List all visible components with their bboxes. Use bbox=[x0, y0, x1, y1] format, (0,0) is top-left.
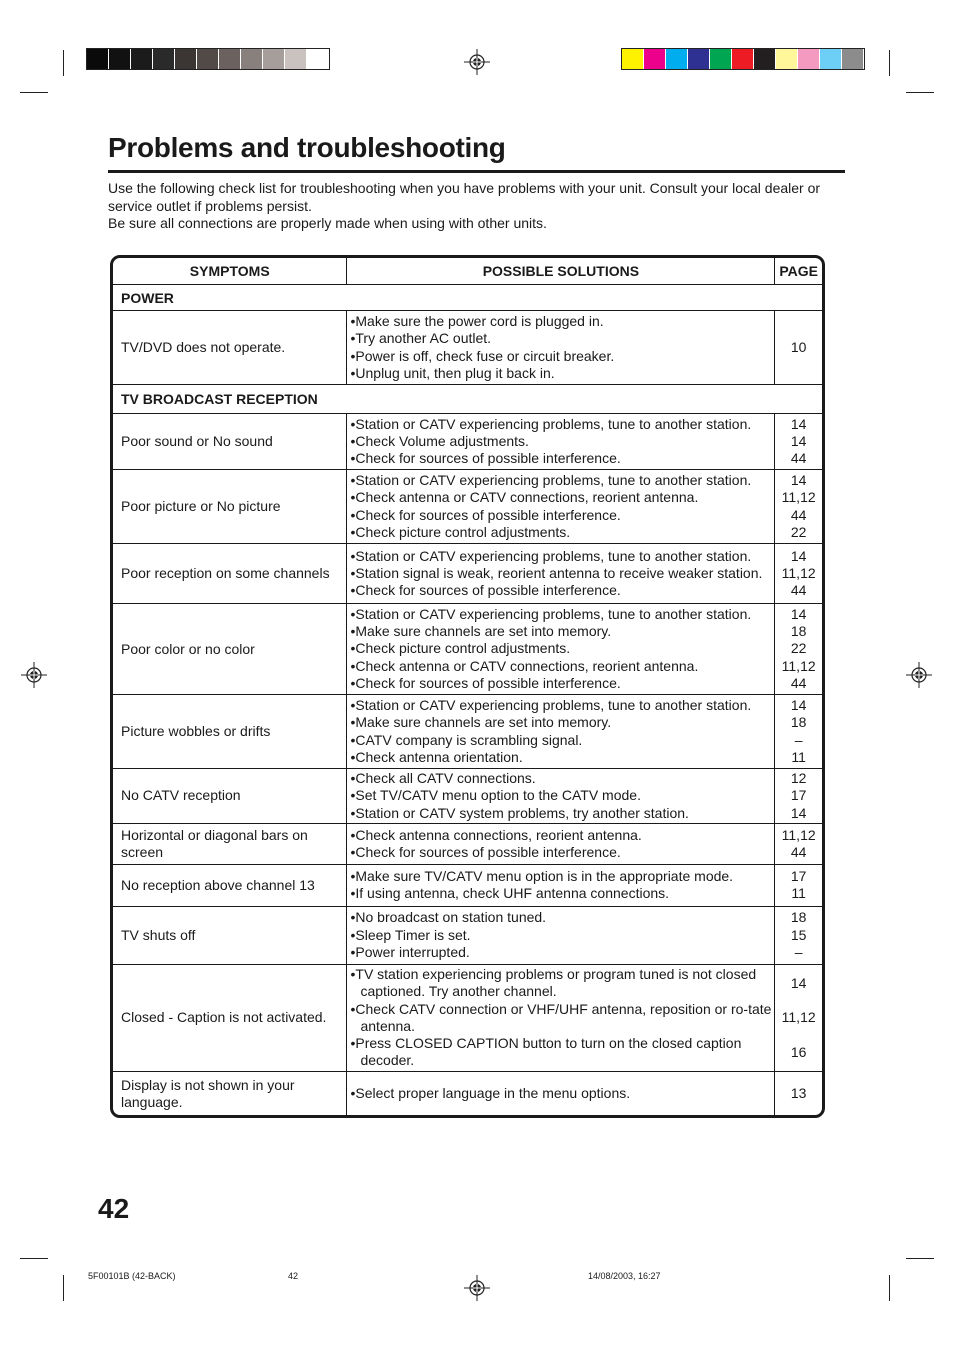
page-ref: – bbox=[794, 731, 803, 748]
crop-mark bbox=[889, 1275, 890, 1301]
section-title: POWER bbox=[113, 285, 822, 311]
solution-item: • Unplug unit, then plug it back in. bbox=[350, 365, 772, 382]
solution-item: • No broadcast on station tuned. bbox=[350, 909, 772, 926]
troubleshooting-table bbox=[110, 255, 825, 1118]
solution-item: • Check for sources of possible interference. bbox=[350, 507, 772, 524]
symptom-cell: Horizontal or diagonal bars on screen bbox=[113, 823, 347, 864]
page-ref bbox=[775, 992, 822, 1009]
solution-item: • Station or CATV experiencing problems, tune to another station. bbox=[350, 606, 772, 623]
solution-item: • Station or CATV experiencing problems, tune to another station. bbox=[350, 416, 772, 433]
solution-item: • TV station experiencing problems or program tuned is not closed captioned. Try another channel. bbox=[350, 966, 772, 1001]
page-ref: 18 bbox=[790, 909, 807, 926]
solutions-cell bbox=[347, 864, 775, 906]
color-swatch bbox=[622, 49, 644, 69]
solution-item: • Check antenna or CATV connections, reorient antenna. bbox=[350, 489, 772, 506]
solutions-cell bbox=[347, 695, 775, 769]
symptom-cell: Picture wobbles or drifts bbox=[113, 695, 347, 769]
page-ref: 11,12 bbox=[781, 564, 816, 581]
solution-item: • Check picture control adjustments. bbox=[350, 524, 772, 541]
solution-item: • Check for sources of possible interference. bbox=[350, 582, 772, 599]
solutions-cell bbox=[347, 544, 775, 604]
table-row bbox=[113, 823, 822, 864]
symptom-cell: Display is not shown in your language. bbox=[113, 1071, 347, 1115]
table-row bbox=[113, 906, 822, 964]
color-swatch bbox=[644, 49, 666, 69]
table-row bbox=[113, 544, 822, 604]
registration-crosshair-icon bbox=[464, 1275, 490, 1301]
page-ref: 11,12 bbox=[781, 1009, 816, 1026]
crop-mark bbox=[906, 92, 934, 93]
page-ref: 14 bbox=[790, 471, 807, 488]
page-ref: 14 bbox=[790, 415, 807, 432]
registration-crosshair-icon bbox=[21, 662, 47, 688]
page-ref: 18 bbox=[790, 623, 807, 640]
page-ref-cell bbox=[775, 544, 822, 604]
crop-mark bbox=[906, 1258, 934, 1259]
page-ref: 44 bbox=[790, 450, 807, 467]
page-ref: – bbox=[794, 944, 803, 961]
color-swatch bbox=[109, 49, 131, 69]
page-ref: 11 bbox=[791, 748, 806, 765]
page-ref-cell bbox=[775, 864, 822, 906]
section-row bbox=[113, 285, 822, 311]
solution-item: • Station or CATV system problems, try another station. bbox=[350, 805, 772, 822]
color-swatch bbox=[754, 49, 776, 69]
solution-item: • Station signal is weak, reorient antenna to receive weaker station. bbox=[350, 565, 772, 582]
color-swatch bbox=[688, 49, 710, 69]
solution-item: • If using antenna, check UHF antenna connections. bbox=[350, 885, 772, 902]
section-title: TV BROADCAST RECEPTION bbox=[113, 385, 822, 414]
color-swatch bbox=[776, 49, 798, 69]
solution-item: • Station or CATV experiencing problems, tune to another station. bbox=[350, 697, 772, 714]
crop-mark bbox=[889, 50, 890, 76]
page-ref: 14 bbox=[790, 974, 807, 991]
symptom-cell: Poor picture or No picture bbox=[113, 470, 347, 544]
symptom-cell: No reception above channel 13 bbox=[113, 864, 347, 906]
page-ref: 15 bbox=[790, 926, 807, 943]
solution-item: • Check for sources of possible interference. bbox=[350, 675, 772, 692]
page-ref: 14 bbox=[790, 547, 807, 564]
page-ref: 11 bbox=[791, 885, 806, 902]
color-swatch bbox=[263, 49, 285, 69]
color-swatch bbox=[175, 49, 197, 69]
solutions-cell bbox=[347, 823, 775, 864]
table-row bbox=[113, 769, 822, 824]
page-ref-cell bbox=[775, 906, 822, 964]
table-row bbox=[113, 311, 822, 385]
solution-item: • Check picture control adjustments. bbox=[350, 640, 772, 657]
table-row bbox=[113, 470, 822, 544]
solution-item: • Check CATV connection or VHF/UHF antenna, reposition or ro-tate antenna. bbox=[350, 1001, 772, 1036]
symptom-cell: Closed - Caption is not activated. bbox=[113, 964, 347, 1071]
footer-sheet: 42 bbox=[288, 1271, 299, 1281]
symptom-cell: TV/DVD does not operate. bbox=[113, 311, 347, 385]
solutions-cell bbox=[347, 414, 775, 470]
page-ref: 44 bbox=[790, 674, 807, 691]
color-swatch bbox=[285, 49, 307, 69]
crop-mark bbox=[63, 1275, 64, 1301]
title-rule bbox=[108, 170, 845, 173]
symptom-cell: TV shuts off bbox=[113, 906, 347, 964]
solutions-cell bbox=[347, 1071, 775, 1115]
page-ref-cell bbox=[775, 964, 822, 1071]
section-row bbox=[113, 385, 822, 414]
color-swatch bbox=[732, 49, 754, 69]
footer-code: 5F00101B (42-BACK) bbox=[88, 1271, 176, 1281]
intro-text bbox=[108, 180, 838, 233]
solution-item: • CATV company is scrambling signal. bbox=[350, 732, 772, 749]
page-ref: 11,12 bbox=[781, 489, 816, 506]
solutions-cell bbox=[347, 470, 775, 544]
page-ref: 12 bbox=[790, 770, 807, 786]
footer-timestamp: 14/08/2003, 16:27 bbox=[588, 1271, 661, 1281]
intro-paragraph: Be sure all connections are properly made when using with other units. bbox=[108, 215, 547, 231]
solution-item: • Check Volume adjustments. bbox=[350, 433, 772, 450]
solution-item: • Try another AC outlet. bbox=[350, 330, 772, 347]
solution-item: • Check all CATV connections. bbox=[350, 770, 772, 787]
symptom-cell: Poor color or no color bbox=[113, 604, 347, 695]
solutions-cell bbox=[347, 769, 775, 824]
page-ref: 18 bbox=[790, 714, 807, 731]
solution-item: • Make sure channels are set into memory. bbox=[350, 623, 772, 640]
table-row bbox=[113, 964, 822, 1071]
header-symptoms: SYMPTOMS bbox=[113, 258, 347, 285]
solutions-cell bbox=[347, 311, 775, 385]
solution-item: • Select proper language in the menu options. bbox=[350, 1085, 772, 1102]
page-ref: 17 bbox=[790, 787, 807, 804]
color-swatch bbox=[87, 49, 109, 69]
solutions-cell bbox=[347, 906, 775, 964]
solutions-cell bbox=[347, 604, 775, 695]
page-ref: 22 bbox=[790, 640, 807, 657]
symptom-cell: Poor sound or No sound bbox=[113, 414, 347, 470]
crop-mark bbox=[20, 1258, 48, 1259]
page-title: Problems and troubleshooting bbox=[108, 132, 506, 163]
symptom-cell: No CATV reception bbox=[113, 769, 347, 824]
registration-crosshair-icon bbox=[906, 662, 932, 688]
table-row bbox=[113, 604, 822, 695]
table-row bbox=[113, 1071, 822, 1115]
page-ref: 11,12 bbox=[781, 657, 816, 674]
page-ref: 17 bbox=[790, 868, 807, 885]
page-ref: 14 bbox=[790, 605, 807, 622]
solution-item: • Sleep Timer is set. bbox=[350, 927, 772, 944]
header-solutions: POSSIBLE SOLUTIONS bbox=[347, 258, 775, 285]
page-ref: 44 bbox=[790, 843, 807, 860]
page-ref: 22 bbox=[790, 523, 807, 540]
color-swatch bbox=[153, 49, 175, 69]
solution-item: • Make sure channels are set into memory. bbox=[350, 714, 772, 731]
page-ref: 44 bbox=[790, 506, 807, 523]
solution-item: • Set TV/CATV menu option to the CATV mode. bbox=[350, 787, 772, 804]
solution-item: • Station or CATV experiencing problems, tune to another station. bbox=[350, 548, 772, 565]
page-ref-cell bbox=[775, 414, 822, 470]
color-swatch bbox=[241, 49, 263, 69]
page-ref: 10 bbox=[790, 338, 807, 355]
color-swatch bbox=[307, 49, 329, 69]
page-number: 42 bbox=[98, 1193, 130, 1224]
crop-mark bbox=[63, 50, 64, 76]
solution-item: • Power is off, check fuse or circuit breaker. bbox=[350, 348, 772, 365]
process-color-bar bbox=[621, 48, 865, 70]
solutions-cell bbox=[347, 964, 775, 1071]
color-swatch bbox=[197, 49, 219, 69]
solution-item: • Power interrupted. bbox=[350, 944, 772, 961]
color-swatch bbox=[798, 49, 820, 69]
page-ref-cell bbox=[775, 311, 822, 385]
page-ref-cell bbox=[775, 769, 822, 824]
crop-mark bbox=[20, 92, 48, 93]
solution-item: • Check antenna orientation. bbox=[350, 749, 772, 766]
intro-paragraph: Use the following check list for troubleshooting when you have problems with your unit. Consult your local dealer or service outlet if problems persist. bbox=[108, 180, 821, 214]
solution-item: • Make sure the power cord is plugged in. bbox=[350, 313, 772, 330]
page-ref: 14 bbox=[790, 432, 807, 449]
table-row bbox=[113, 864, 822, 906]
table-header-row bbox=[113, 258, 822, 285]
page-ref bbox=[775, 1027, 822, 1044]
solution-item: • Check for sources of possible interference. bbox=[350, 450, 772, 467]
page-ref-cell bbox=[775, 604, 822, 695]
page-ref: 44 bbox=[790, 582, 807, 599]
grayscale-color-bar bbox=[86, 48, 330, 70]
solution-item: • Station or CATV experiencing problems, tune to another station. bbox=[350, 472, 772, 489]
registration-crosshair-icon bbox=[464, 49, 490, 75]
color-swatch bbox=[842, 49, 864, 69]
solution-item: • Check for sources of possible interference. bbox=[350, 844, 772, 861]
solution-item: • Check antenna or CATV connections, reorient antenna. bbox=[350, 658, 772, 675]
page-ref-cell bbox=[775, 695, 822, 769]
table-row bbox=[113, 695, 822, 769]
color-swatch bbox=[219, 49, 241, 69]
header-page: PAGE bbox=[775, 258, 822, 285]
color-swatch bbox=[666, 49, 688, 69]
color-swatch bbox=[820, 49, 842, 69]
color-swatch bbox=[131, 49, 153, 69]
page-ref: 11,12 bbox=[781, 826, 816, 843]
solution-item: • Make sure TV/CATV menu option is in the appropriate mode. bbox=[350, 868, 772, 885]
page-ref-cell bbox=[775, 1071, 822, 1115]
page-ref: 14 bbox=[790, 696, 807, 713]
page-ref: 16 bbox=[790, 1043, 807, 1060]
solution-item: • Press CLOSED CAPTION button to turn on the closed caption decoder. bbox=[350, 1035, 772, 1070]
page-ref-cell bbox=[775, 823, 822, 864]
symptom-cell: Poor reception on some channels bbox=[113, 544, 347, 604]
solution-item: • Check antenna connections, reorient antenna. bbox=[350, 827, 772, 844]
table-row bbox=[113, 414, 822, 470]
color-swatch bbox=[710, 49, 732, 69]
page-ref: 13 bbox=[790, 1084, 807, 1101]
page-ref-cell bbox=[775, 470, 822, 544]
page-ref: 14 bbox=[790, 804, 807, 821]
